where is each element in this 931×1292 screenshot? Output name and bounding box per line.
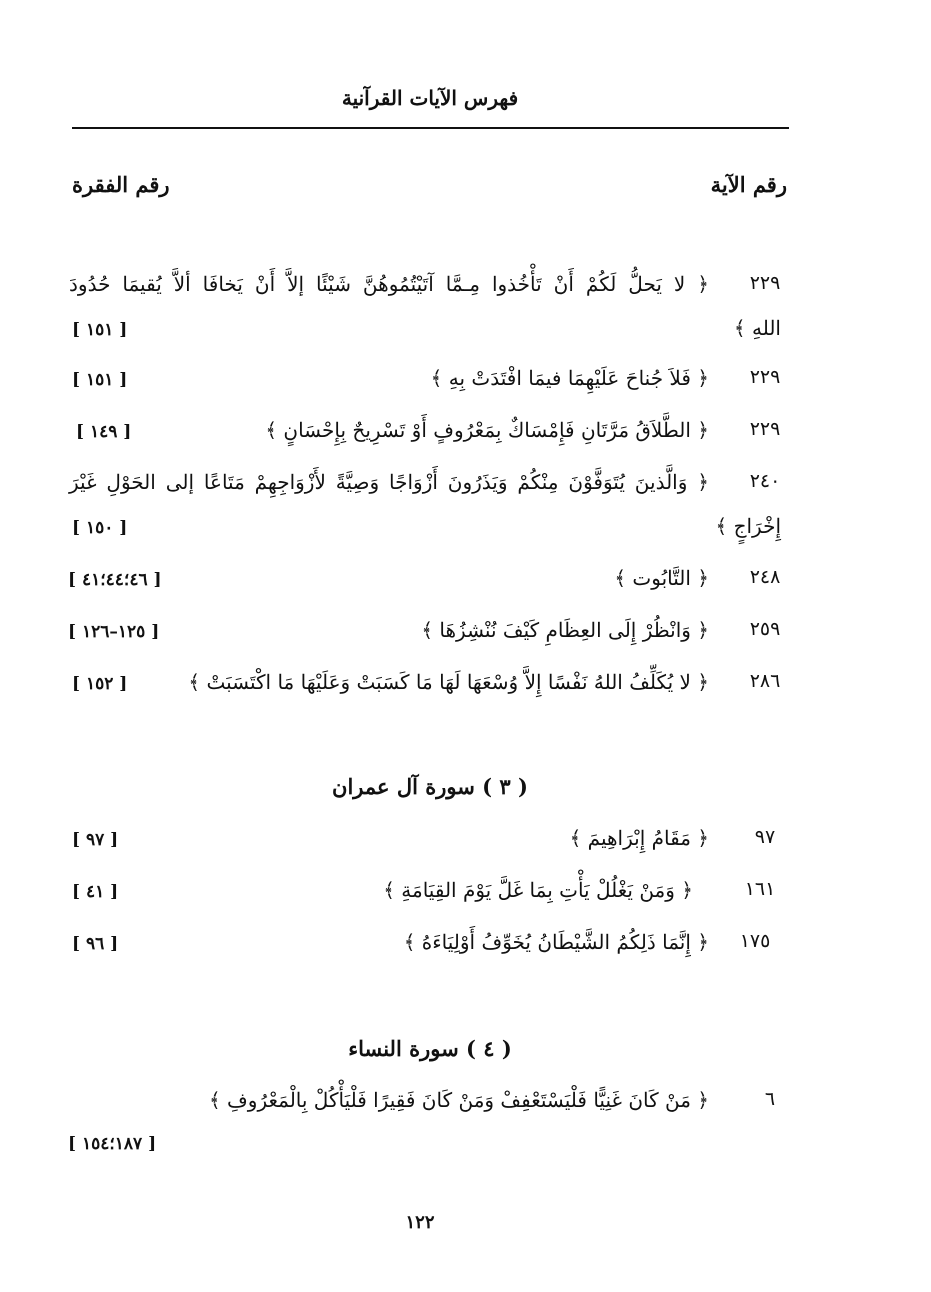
paragraph-reference: [ ١٥١ ] — [72, 370, 128, 390]
paragraph-reference: [ ١٥٢ ] — [72, 674, 128, 694]
page-header-title: فهرس الآيات القرآنية — [341, 86, 519, 110]
page-number: ١٢٢ — [405, 1212, 435, 1233]
paragraph-reference: [ ١٥٠ ] — [72, 518, 128, 538]
paragraph-reference: [ ١٥١ ] — [72, 320, 128, 340]
paragraph-reference: [ ٩٦ ] — [72, 934, 119, 954]
verse-text-line: ﴿ مَنْ كَانَ غَنِيًّا فَلْيَسْتَعْفِفْ وَمَنْ كَانَ فَقِيرًا فَلْيَأْكُلْ بِالْمَعْرُوفِ ﴾ — [208, 1088, 709, 1112]
verse-text-line: ﴿ وَمَنْ يَغْلُلْ يَأْتِ بِمَا غَلَّ يَوْمَ القِيَامَةِ ﴾ — [383, 878, 693, 902]
paragraph-reference: [ ١٢٥–١٢٦ ] — [68, 622, 160, 642]
verse-text-line: ﴿ التَّابُوت ﴾ — [614, 566, 709, 590]
verse-text-line: ﴿ مَقَامُ إِبْرَاهِيمَ ﴾ — [569, 826, 709, 850]
section-title: ( ٤ ) سورة النساء — [348, 1036, 512, 1061]
verse-text-line: ﴿ وَالَّذينَ يُتَوَفَّوْنَ مِنْكُمْ وَيَذَرُونَ أَزْوَاجًا وَصِيَّةً لأَزْوَاجِهِمْ مَتَاعًا إلى الحَوْلِ غَيْرَ — [69, 470, 709, 494]
verse-text-line: ﴿ لا يُكَلِّفُ اللهُ نَفْسًا إِلاَّ وُسْعَهَا لَهَا مَا كَسَبَتْ وَعَلَيْهَا مَا اكْتَسَبَتْ ﴾ — [188, 670, 709, 694]
paragraph-reference: [ ٤١ ] — [72, 882, 119, 902]
verse-number: ٢٨٦ — [749, 670, 781, 692]
verse-number: ٦ — [764, 1088, 776, 1110]
verse-number: ٢٤٨ — [749, 566, 781, 588]
verse-text-line: ﴿ فَلاَ جُناحَ عَلَيْهِمَا فيمَا افْتَدَتْ بِهِ ﴾ — [430, 366, 709, 390]
column-header-paragraph-number: رقم الفقرة — [72, 172, 170, 197]
paragraph-reference: [ ٤٦؛٤٤؛٤١ ] — [68, 570, 162, 590]
verse-number: ٢٢٩ — [749, 272, 781, 294]
verse-number: ٢٤٠ — [749, 470, 781, 492]
verse-number: ١٦١ — [744, 878, 776, 900]
verse-number: ٢٢٩ — [749, 366, 781, 388]
verse-number: ٢٢٩ — [749, 418, 781, 440]
verse-text-line: ﴿ إِنَّمَا ذَلِكُمُ الشَّيْطَانُ يُخَوِّفُ أَوْلِيَاءَهُ ﴾ — [403, 930, 709, 954]
paragraph-reference: [ ١٤٩ ] — [76, 422, 132, 442]
verse-text-line: إِخْرَاجٍ ﴾ — [715, 514, 781, 538]
verse-number: ٢٥٩ — [749, 618, 781, 640]
verse-text-line: ﴿ لا يَحلُّ لَكُمْ أَنْ تَأْخُذوا مِـمَّا آتَيْتُمُوهُنَّ شَيْئًا إلاَّ أَنْ يَخافَا ألاَّ يُقيمَا حُدُودَ — [69, 272, 709, 296]
header-divider — [72, 127, 789, 129]
section-title: ( ٣ ) سورة آل عمران — [332, 774, 528, 799]
verse-text-line: اللهِ ﴾ — [733, 316, 781, 340]
verse-number: ١٧٥ — [739, 930, 771, 952]
paragraph-reference: [ ٩٧ ] — [72, 830, 119, 850]
verse-text-line: ﴿ وَانْظُرْ إِلَى العِظَامِ كَيْفَ نُنْشِزُهَا ﴾ — [421, 618, 709, 642]
verse-number: ٩٧ — [754, 826, 776, 848]
paragraph-reference: [ ١٨٧؛١٥٤ ] — [68, 1134, 157, 1154]
verse-text-line: ﴿ الطَّلاَقُ مَرَّتَانِ فَإِمْسَاكٌ بِمَعْرُوفٍ أَوْ تَسْرِيحٌ بِإِحْسَانٍ ﴾ — [265, 418, 709, 442]
column-header-verse-number: رقم الآية — [710, 172, 787, 197]
